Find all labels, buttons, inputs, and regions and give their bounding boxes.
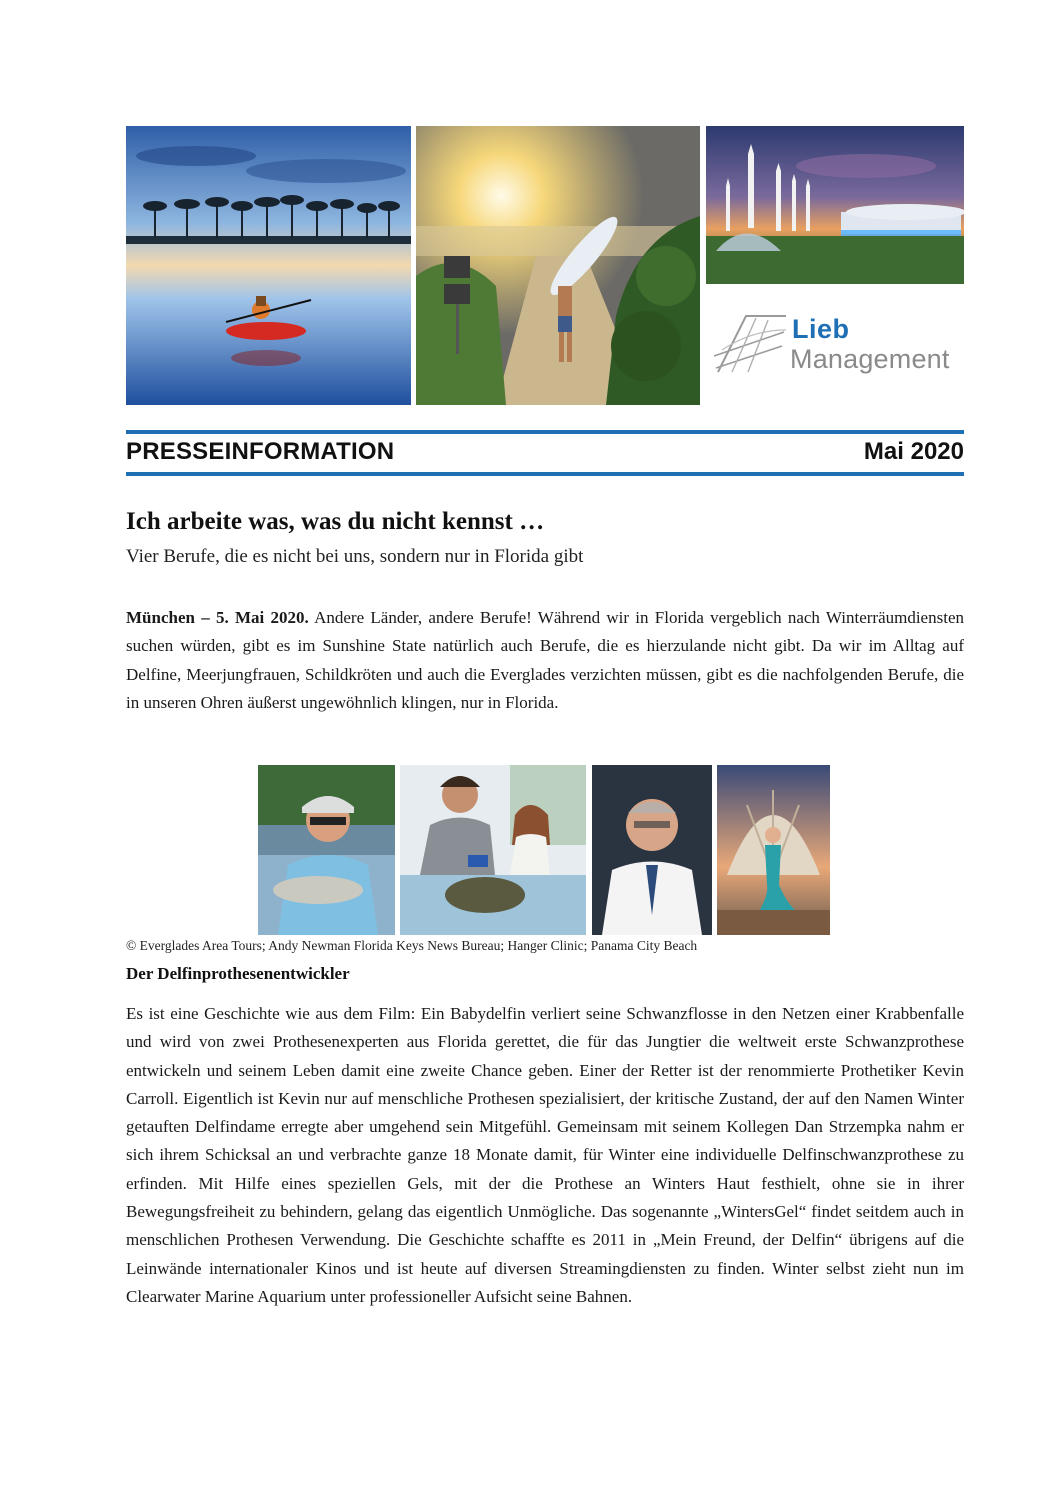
- photo-credits-caption: © Everglades Area Tours; Andy Newman Florida Keys News Bureau; Hanger Clinic; Panama City Beach: [126, 938, 698, 953]
- space-center-photo: [706, 126, 964, 284]
- section-heading: Der Delfinprothesenentwickler: [126, 964, 350, 983]
- press-information-title: PRESSEINFORMATION: [126, 438, 395, 465]
- surfer-beach-photo: [416, 126, 700, 405]
- fishing-guide-photo: [258, 765, 395, 935]
- kayak-palms-photo: [126, 126, 411, 405]
- logo-text-management: Management: [790, 344, 950, 374]
- press-date: Mai 2020: [863, 438, 964, 465]
- prosthetist-photo: [592, 765, 712, 935]
- turtle-rescue-photo: [400, 765, 586, 935]
- globe-grid-icon: [712, 310, 790, 376]
- intro-text: Andere Länder, andere Berufe! Während wir in Florida vergeblich nach Winterräumdiensten suchen würden, gibt es im Sunshine State natürlich auch Berufe, die es hierzulande nicht gibt. Da wir im Alltag auf Delfine, Meerjungfrauen, Schildkröten und auch die Everglades verzichten müssen, gibt es die nachfolgenden Berufe, die in unseren Ohren äußerst ungewöhnlich klingen, nur in Florida.: [126, 608, 964, 712]
- logo-text-lieb: Lieb: [792, 314, 850, 344]
- section-paragraph: Es ist eine Geschichte wie aus dem Film: Ein Babydelfin verliert seine Schwanzflosse in den Netzen einer Krabbenfalle und wird von zwei Prothesenexperten aus Florida gerettet, die für das Jungtier die weltweit erste Schwanzprothese entwickeln und seinem Leben damit eine zweite Chance geben. Einer der Retter ist der renommierte Prothetiker Kevin Carroll. Eigentlich ist Kevin nur auf menschliche Prothesen spezialisiert, der kritische Zustand, der auf den Namen Winter getauften Delfindame erregte aber umgehend sein Mitgefühl. Gemeinsam mit seinem Kollegen Dan Strzempka nahm er sich ihrem Schicksal an und verbrachte ganze 18 Monate damit, für Winter eine individuelle Delfinschwanzprothese zu erfinden. Mit Hilfe eines speziellen Gels, mit der die Prothese an Winters Haut festhielt, ohne sie in ihrer Bewegungsfreiheit zu behindern, gelang das eigentlich Unmögliche. Das sogenannte „WintersGel“ findet seitdem auch in menschlichen Prothesen Verwendung. Die Geschichte schaffte es 2011 in „Mein Freund, der Delfin“ übrigens auf die Leinwände internationaler Kinos und ist heute auf diversen Streamingdiensten zu finden. Winter selbst zieht nun im Clearwater Marine Aquarium unter professioneller Aufsicht seine Bahnen.: [126, 1004, 964, 1306]
- article-headline: Ich arbeite was, was du nicht kennst …: [126, 508, 545, 535]
- article-subheadline: Vier Berufe, die es nicht bei uns, sondern nur in Florida gibt: [126, 546, 584, 567]
- banner-bottom-rule: [126, 472, 964, 476]
- banner-top-rule: [126, 430, 964, 434]
- intro-dateline: München – 5. Mai 2020.: [126, 608, 309, 627]
- intro-paragraph: [126, 604, 964, 717]
- mermaid-photo: [717, 765, 830, 935]
- lieb-management-logo: [712, 300, 964, 390]
